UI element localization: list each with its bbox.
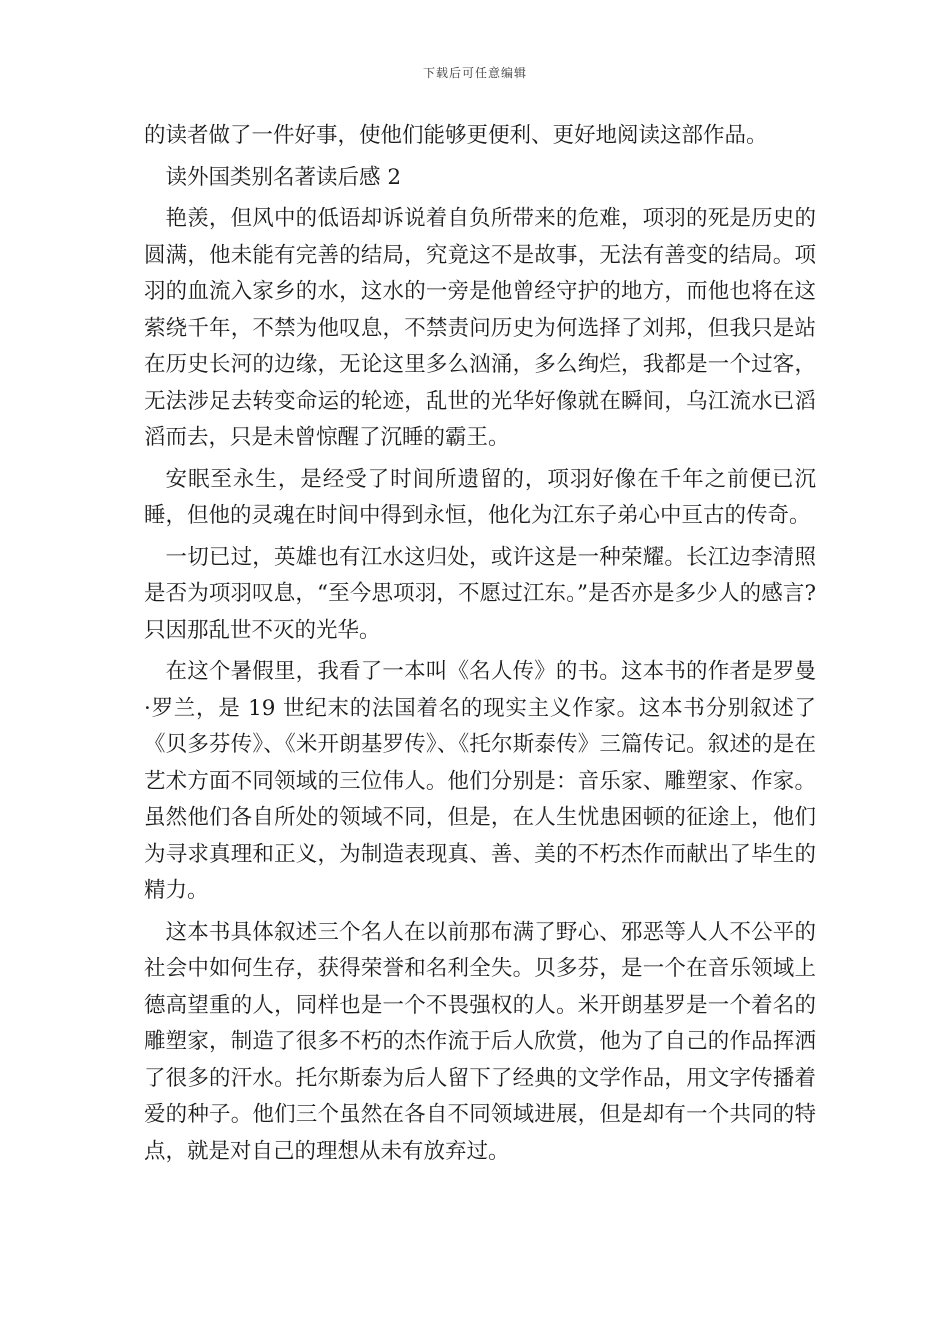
paragraph: 艳羡，但风中的低语却诉说着自负所带来的危难，项羽的死是历史的圆满，他未能有完善的结局，究竟这不是故事，无法有善变的结局。项羽的血流入家乡的水，这水的一旁是他曾经守护的地方，而他也将在这萦绕千年，不禁为他叹息，不禁责问历史为何选择了刘邦，但我只是站在历史长河的边缘，无论这里多么汹涌，多么绚烂，我都是一个过客，无法涉足去转变命运的轮迹，乱世的光华好像就在瞬间，乌江流水已滔滔而去，只是未曾惊醒了沉睡的霸王。 bbox=[144, 206, 816, 450]
paragraph-continuation: 的读者做了一件好事，使他们能够更便利、更好地阅读这部作品。 bbox=[144, 123, 768, 148]
page-header-note: 下载后可任意编辑 bbox=[422, 66, 527, 80]
paragraph: 安眠至永生，是经受了时间所遗留的，项羽好像在千年之前便已沉睡，但他的灵魂在时间中得到永恒，他化为江东子弟心中亘古的传奇。 bbox=[144, 466, 816, 528]
paragraph: 这本书具体叙述三个名人在以前那布满了野心、邪恶等人人不公平的社会中如何生存，获得荣誉和名利全失。贝多芬，是一个在音乐领域上德高望重的人，同样也是一个不畏强权的人。米开朗基罗是一个着名的雕塑家，制造了很多不朽的杰作流于后人欣赏，他为了自己的作品挥洒了很多的汗水。托尔斯泰为后人留下了经典的文学作品，用文字传播着爱的种子。他们三个虽然在各自不同领域进展，但是却有一个共同的特点，就是对自己的理想从未有放弃过。 bbox=[144, 919, 816, 1164]
paragraph: 在这个暑假里，我看了一本叫《名人传》的书。这本书的作者是罗曼·罗兰，是 19 世纪末的法国着名的现实主义作家。这本书分别叙述了《贝多芬传》、《米开朗基罗传》、《托尔斯泰传》三篇传记。叙述的是在艺术方面不同领域的三位伟人。他们分别是：音乐家、雕塑家、作家。虽然他们各自所处的领域不同，但是，在人生忧患困顿的征途上，他们为寻求真理和正义，为制造表现真、善、美的不朽杰作而献出了毕生的精力。 bbox=[144, 659, 816, 903]
paragraph: 一切已过，英雄也有江水这归处，或许这是一种荣耀。长江边李清照是否为项羽叹息，“至今思项羽，不愿过江东。”是否亦是多少人的感言?只因那乱世不灭的光华。 bbox=[144, 544, 816, 643]
section-heading: 读外国类别名著读后感 2 bbox=[165, 164, 402, 190]
document-body bbox=[144, 118, 816, 1175]
